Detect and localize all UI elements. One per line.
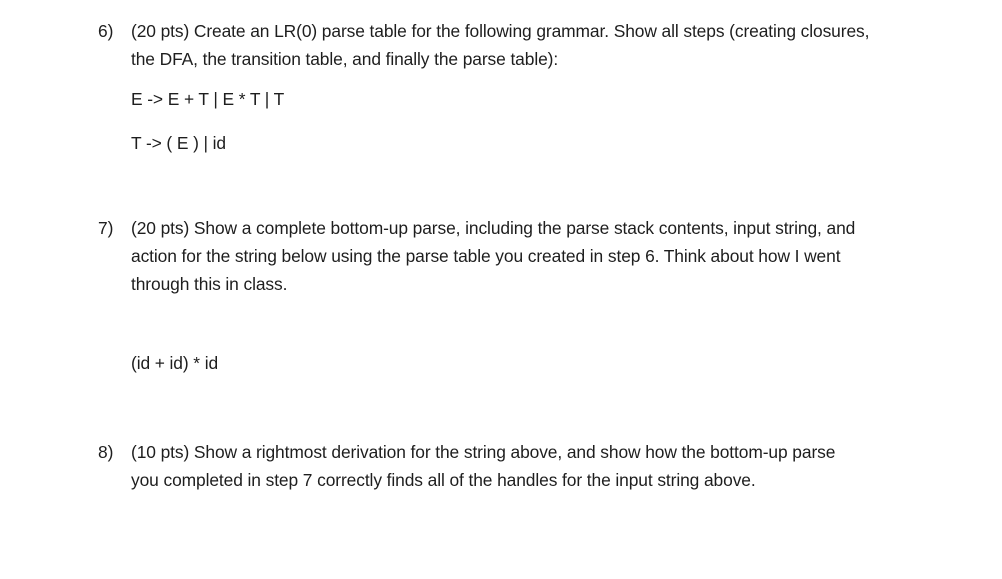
question-7-number: 7) xyxy=(98,218,114,238)
question-8-number: 8) xyxy=(98,442,114,462)
question-6-text xyxy=(131,17,869,73)
question-8-line-1: (10 pts) Show a rightmost derivation for the string above, and show how the bottom-up parse xyxy=(131,442,836,462)
question-8-text xyxy=(131,438,835,494)
question-8-line-2: you completed in step 7 correctly finds all of the handles for the input string above. xyxy=(131,470,756,490)
grammar-rule-e: E -> E + T | E * T | T xyxy=(131,89,285,109)
question-6 xyxy=(98,17,869,73)
question-6-line-2: the DFA, the transition table, and finally the parse table): xyxy=(131,49,559,69)
question-8 xyxy=(98,438,835,494)
grammar-rule-t: T -> ( E ) | id xyxy=(131,133,226,153)
question-6-line-1: (20 pts) Create an LR(0) parse table for the following grammar. Show all steps (creating closures, xyxy=(131,21,870,41)
question-6-number: 6) xyxy=(98,21,114,41)
input-string: (id + id) * id xyxy=(131,353,219,373)
question-7-line-1: (20 pts) Show a complete bottom-up parse, including the parse stack contents, input string, and xyxy=(131,218,856,238)
question-7-line-2: action for the string below using the parse table you created in step 6. Think about how I went xyxy=(131,246,841,266)
question-7 xyxy=(98,214,855,298)
question-7-text xyxy=(131,214,855,298)
question-7-line-3: through this in class. xyxy=(131,274,288,294)
